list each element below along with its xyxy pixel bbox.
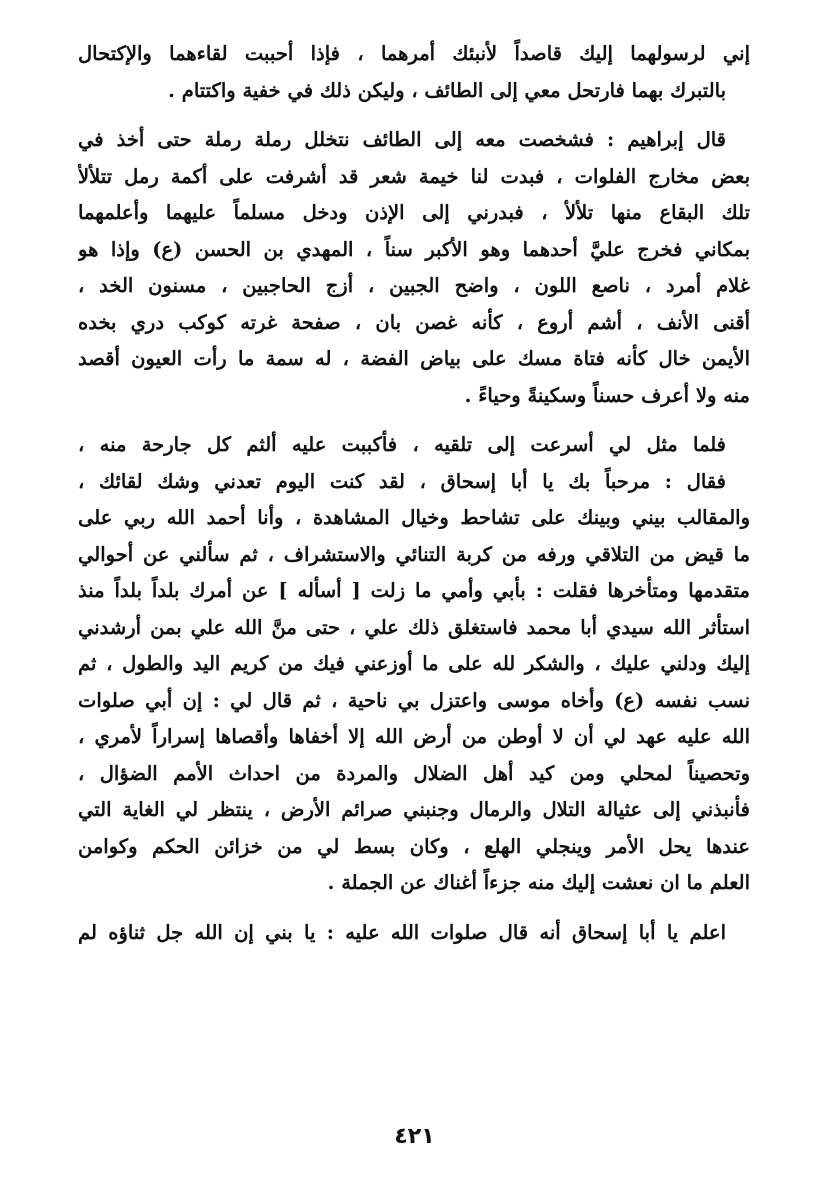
paragraph-4 — [78, 915, 750, 952]
text-line: اعلم يا أبا إسحاق أنه قال صلوات الله عليه : يا بني إن الله جل ثناؤه لم — [78, 920, 726, 944]
page-number: ٤٢١ — [394, 1124, 435, 1149]
text-line: إليك ودلني عليك ، والشكر لله على ما أوزعني فيك من كريم اليد والطول ، ثم — [78, 652, 750, 675]
paragraph-1 — [78, 36, 750, 109]
text-line: فلما مثل لي أسرعت إلى تلقيه ، فأكببت عليه ألثم كل جارحة منه ، — [78, 433, 726, 456]
text-line: عندها يحل الأمر وينجلي الهلع ، وكان بسط لي من خزائن الحكم وكوامن — [78, 834, 750, 858]
text-line: بعض مخارج الفلوات ، فبدت لنا خيمة شعر قد أشرفت على أكمة رمل تتلألأ — [78, 164, 750, 188]
paragraph-3 — [78, 427, 750, 902]
text-line: ما قيض من التلاقي ورفه من كربة التنائي والاستشراف ، ثم سألني عن أحوالي — [78, 542, 750, 566]
text-line: أقنى الأنف ، أشم أروع ، كأنه غصن بان ، صفحة غرته كوكب دري بخده — [78, 310, 750, 334]
text-line: العلم ما ان نعشت إليك منه جزءاً أغناك عن الجملة . — [327, 871, 750, 894]
text-line: قال إبراهيم : فشخصت معه إلى الطائف نتخلل رملة رملة حتى أخذ في — [78, 128, 726, 151]
text-line: استأثر الله سيدي أبا محمد فاستغلق ذلك علي ، حتى منَّ الله علي بمن أرشدني — [78, 615, 750, 639]
text-line: الله عليه عهد لي أن لا أوطن من أرض الله إلا أخفاها وأقصاها إسراراً لأمري ، — [78, 725, 750, 748]
text-line: بالتبرك بهما فارتحل معي إلى الطائف ، وليكن ذلك في خفية واكتتام . — [168, 78, 726, 102]
text-line: بمكاني فخرج عليَّ أحدهما وهو الأكبر سناً ، المهدي بن الحسن (ع) وإذا هو — [78, 237, 750, 261]
text-line: والمقالب بيني وبينك على تشاحط وخيال المشاهدة ، وأنا أحمد الله ربي على — [78, 506, 750, 529]
text-line: الأيمن خال كأنه فتاة مسك على بياض الفضة ، له سمة ما رأت العيون أقصد — [78, 347, 750, 370]
paragraph-2 — [78, 122, 750, 414]
text-line: فأنبذني إلى عثيالة التلال والرمال وجنبني صرائم الأرض ، ينتظر لي الغاية التي — [78, 798, 750, 821]
text-line: نسب نفسه (ع) وأخاه موسى واعتزل بي ناحية ، ثم قال لي : إن أبي صلوات — [78, 688, 750, 712]
text-line: إني لرسولهما إليك قاصداً لأنبئك أمرهما ، فإذا أحببت لقاءهما والإكتحال — [78, 42, 750, 65]
text-line: فقال : مرحباً بك يا أبا إسحاق ، لقد كنت اليوم تعدني وشك لقائك ، — [78, 469, 726, 493]
text-line: متقدمها ومتأخرها فقلت : بأبي وأمي ما زلت [ أسأله ] عن أمرك بلداً بلداً منذ — [78, 579, 750, 602]
text-line: تلك البقاع منها تلألأ ، فبدرني إلى الإذن ودخل مسلماً عليهما وأعلمهما — [78, 201, 750, 224]
text-line: وتحصيناً لمحلي ومن كيد أهل الضلال والمردة من احداث الأمم الضؤال ، — [78, 761, 750, 785]
text-line: منه ولا أعرف حسناً وسكينةً وحياءً . — [464, 383, 750, 407]
text-line: غلام أمرد ، ناصع اللون ، واضح الجبين ، أزج الحاجبين ، مسنون الخد ، — [78, 274, 750, 297]
page-body — [78, 36, 750, 951]
